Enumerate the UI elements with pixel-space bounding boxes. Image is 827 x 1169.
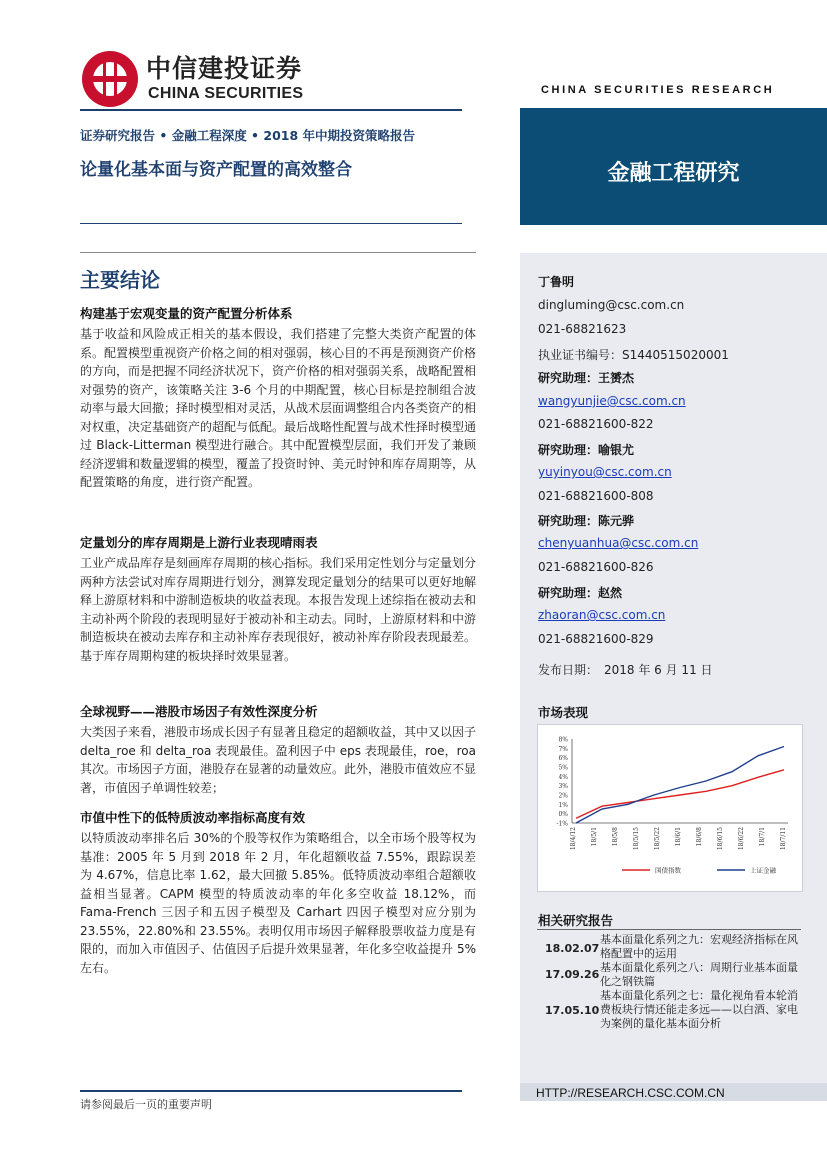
brand-tagline: CHINA SECURITIES RESEARCH	[541, 84, 775, 96]
assistant-label: 研究助理：赵然	[538, 586, 623, 600]
related-text: 基本面量化系列之九：宏观经济指标在风格配置中的运用	[600, 933, 798, 960]
section-body: 以特质波动率排名后 30%的个股等权作为策略组合，以全市场个股等权为基准：2005 年 5 月到 2018 年 2 月，年化超额收益 7.55%，跟踪误差为 4.67%，信息比率 1.62，最大回撤 5.85%。低特质波动率组合超额收益相当显著。CAPM 模型的特质波动率的年化多空收益 18.12%，而 Fama-French 三因子和五因子模型及 Carhart 四因子模型对应分别为 23.55%，22.80%和 23.55%。表明仅用市场因子解释股票收益力度是有限的，而加入市值因子、估值因子后提升效果显著，年化多空收益提升 5%左右。	[80, 831, 476, 975]
main-heading: 主要结论	[80, 268, 160, 292]
license-number: 执业证书编号：S1440515020001	[538, 348, 729, 362]
brand-name-en: CHINA SECURITIES	[148, 85, 304, 102]
category-banner	[520, 108, 827, 225]
section-2	[80, 533, 476, 665]
legend-label: 国债指数	[655, 866, 681, 875]
section-title: 定量划分的库存周期是上游行业表现晴雨表	[80, 535, 318, 550]
section-3	[80, 702, 476, 797]
related-text: 基本面量化系列之八：周期行业基本面量化之钢铁篇	[600, 961, 798, 988]
y-tick-label: 7%	[558, 745, 568, 753]
x-tick-label: 18/7/1	[759, 827, 766, 847]
heading-rule	[80, 252, 476, 253]
related-title: 相关研究报告	[538, 913, 614, 928]
series-line	[576, 747, 784, 824]
related-date: 17.09.26	[545, 968, 600, 981]
assistant-email-link[interactable]: yuyinyou@csc.com.cn	[538, 465, 672, 479]
section-title: 构建基于宏观变量的资产配置分析体系	[80, 306, 293, 321]
y-tick-label: 5%	[558, 764, 568, 772]
y-tick-label: 6%	[558, 755, 568, 763]
title-rule	[80, 223, 462, 224]
x-tick-label: 18/5/15	[633, 827, 640, 851]
section-body: 工业产成品库存是刻画库存周期的核心指标。我们采用定性划分与定量划分两种方法尝试对库存周期进行划分，测算发现定量划分的结果可以更好地解释上游原材料和中游制造板块的收益表现。本报告发现上述综指在被动去和主动补两个阶段的表现明显好于被动补和主动去。同时，上游原材料和中游制造板块在被动去库存和主动补库存表现很好，被动补库存阶段表现最差。基于库存周期构建的板块择时效果显著。	[80, 556, 477, 663]
assistant-label: 研究助理：王赟杰	[538, 371, 635, 385]
assistant-phone: 021-68821600-826	[538, 560, 654, 574]
footer-rule	[80, 1090, 462, 1092]
section-4	[80, 808, 476, 977]
assistant-email-link[interactable]: zhaoran@csc.com.cn	[538, 608, 666, 622]
analyst-name: 丁鲁明	[538, 275, 575, 289]
x-tick-label: 18/6/8	[696, 827, 703, 847]
assistant-email-link[interactable]: chenyuanhua@csc.com.cn	[538, 536, 699, 550]
market-chart	[537, 724, 803, 892]
assistant-label: 研究助理：喻银尤	[538, 443, 635, 457]
citic-logo-icon	[80, 49, 140, 109]
assistant-phone: 021-68821600-829	[538, 632, 654, 646]
x-tick-label: 18/6/15	[717, 827, 724, 851]
section-title: 全球视野——港股市场因子有效性深度分析	[80, 704, 318, 719]
brand-name-cn: 中信建投证券	[146, 54, 303, 83]
x-tick-label: 18/4/12	[570, 827, 577, 851]
assistant-phone: 021-68821600-808	[538, 489, 654, 503]
section-1	[80, 304, 476, 492]
x-tick-label: 18/6/1	[675, 827, 682, 847]
y-tick-label: 1%	[558, 801, 568, 809]
category-label: 金融工程研究	[607, 161, 740, 186]
section-body: 大类因子来看，港股市场成长因子有显著且稳定的超额收益，其中又以因子 delta_roe 和 delta_roa 表现最佳。盈利因子中 eps 表现最佳，roe，roa 其次。市场因子方面，港股存在显著的动量效应。此外，港股市值效应不显著，市值因子单调性较差；	[80, 725, 477, 795]
related-date: 18.02.07	[545, 942, 600, 955]
x-tick-label: 18/7/11	[780, 827, 787, 851]
publish-date: 发布日期： 2018 年 6 月 11 日	[538, 663, 713, 677]
analyst-email: dingluming@csc.com.cn	[538, 298, 685, 312]
market-label: 市场表现	[538, 705, 589, 720]
y-tick-label: 0%	[558, 811, 568, 819]
related-date: 17.05.10	[545, 1004, 600, 1017]
y-tick-label: 8%	[558, 736, 568, 744]
y-tick-label: 3%	[558, 783, 568, 791]
header-rule	[80, 109, 462, 111]
y-tick-label: 4%	[558, 773, 568, 781]
assistant-label: 研究助理：陈元骅	[538, 514, 635, 528]
assistant-phone: 021-68821600-822	[538, 417, 654, 431]
related-rule	[537, 929, 801, 930]
related-text: 基本面量化系列之七：量化视角看本轮消费板块行情还能走多远——以白酒、家电为案例的量化基本面分析	[600, 989, 798, 1030]
y-tick-label: -1%	[556, 820, 568, 828]
section-body: 基于收益和风险成正相关的基本假设，我们搭建了完整大类资产配置的体系。配置模型重视资产价格之间的相对强弱，核心目的不再是预测资产价格的方向，而是把握不同经济状况下，资产价格的相对强弱关系，战略配置相对强势的资产，该策略关注 3-6 个月的中期配置，核心目标是控制组合波动率与最大回撤；择时模型相对灵活，从战术层面调整组合内各类资产的相对权重，决定基础资产的超配与低配。最后战略性配置与战术性择时模型通过 Black-Litterman 模型进行融合。其中配置模型层面，我们开发了兼顾经济逻辑和数量逻辑的模型，覆盖了投资时钟、美元时钟和库存周期等，从配置策略的角度，进行资产配置。	[80, 327, 477, 489]
brand-logo	[80, 45, 340, 107]
section-title: 市值中性下的低特质波动率指标高度有效	[80, 810, 306, 825]
report-title: 论量化基本面与资产配置的高效整合	[80, 160, 352, 180]
legend-label: 上证金融	[750, 866, 776, 875]
x-tick-label: 18/6/22	[738, 827, 745, 851]
market-chart-svg	[538, 725, 802, 891]
assistant-email-link[interactable]: wangyunjie@csc.com.cn	[538, 394, 686, 408]
x-tick-label: 18/5/8	[612, 827, 619, 847]
x-tick-label: 18/5/1	[591, 827, 598, 847]
y-tick-label: 2%	[558, 792, 568, 800]
x-tick-label: 18/5/22	[654, 827, 661, 851]
footer-note: 请参阅最后一页的重要声明	[80, 1098, 212, 1111]
research-url-link[interactable]: HTTP://RESEARCH.CSC.COM.CN	[536, 1086, 725, 1100]
report-subtitle: 证券研究报告 • 金融工程深度 • 2018 年中期投资策略报告	[80, 128, 416, 143]
analyst-phone: 021-68821623	[538, 322, 627, 336]
series-line	[576, 770, 784, 819]
